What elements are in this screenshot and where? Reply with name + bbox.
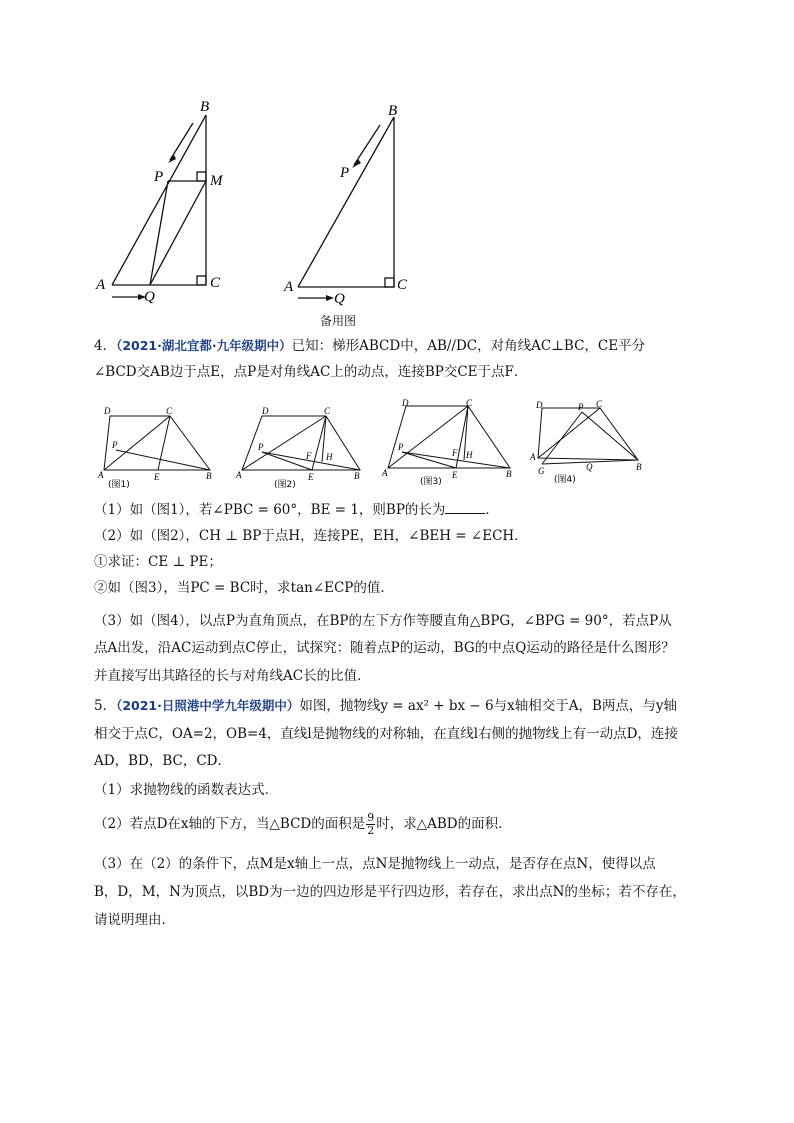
label-A: A: [284, 279, 294, 295]
q5-stem-text1: 如图，抛物线y = ax² + bx − 6与x轴相交于A，B两点，与y轴: [299, 698, 678, 714]
q4-figure-4: [528, 398, 648, 488]
q4-part1-text: （1）如（图1），若∠PBC = 60°，BE = 1，则BP的长为: [94, 502, 446, 518]
fig-caption-1: (图1): [108, 480, 130, 489]
svg-text:A: A: [530, 452, 536, 462]
q5-part2-after: 时，求△ABD的面积．: [376, 816, 512, 832]
label-Q: Q: [144, 289, 155, 305]
svg-text:P: P: [398, 442, 404, 452]
label-P: P: [154, 169, 164, 185]
svg-text:D: D: [536, 400, 543, 410]
answer-blank[interactable]: [445, 501, 485, 514]
svg-text:D: D: [262, 406, 269, 416]
svg-text:C: C: [596, 399, 603, 409]
q4-part2-a: ①求证：CE ⊥ PE；: [94, 554, 222, 570]
q4-part2: （2）如（图2），CH ⊥ BP于点H，连接PE，EH，∠BEH = ∠ECH．: [94, 528, 528, 544]
svg-text:A: A: [382, 468, 388, 478]
svg-text:E: E: [308, 472, 314, 482]
figure-right-triangle: [280, 95, 430, 310]
svg-text:E: E: [452, 470, 458, 480]
fig-caption-3: (图3): [420, 477, 442, 487]
label-A: A: [96, 277, 106, 293]
q4-part1-end: ．: [485, 502, 499, 518]
figure-left-triangle: [90, 95, 240, 310]
label-P: P: [340, 165, 350, 181]
q4-part2-b: ②如（图3），当PC = BC时，求tan∠ECP的值．: [94, 580, 394, 596]
label-Q: Q: [334, 291, 345, 307]
figure-caption: 备用图: [320, 314, 357, 328]
q4-figure-3: [380, 398, 515, 488]
svg-text:E: E: [154, 472, 160, 482]
svg-text:H: H: [326, 452, 333, 462]
q4-part3-line3: 并直接写出其路径的长与对角线AC长的比值．: [94, 668, 371, 684]
q4-stem-line2: ∠BCD交AB边于点E，点P是对角线AC上的动点，连接BP交CE于点F．: [94, 364, 528, 380]
svg-text:B: B: [354, 471, 360, 481]
svg-text:D: D: [402, 398, 409, 408]
frac-den: 2: [367, 824, 375, 837]
q4-stem-text1: 已知：梯形ABCD中，AB//DC，对角线AC⊥BC，CE平分: [291, 338, 646, 354]
q5-stem-line3: AD，BD，BC，CD．: [94, 753, 231, 769]
q5-part3-line3: 请说明理由．: [94, 912, 175, 928]
q4-figure-2: [234, 404, 364, 489]
svg-text:P: P: [112, 440, 118, 450]
svg-text:A: A: [236, 470, 242, 480]
svg-text:C: C: [166, 406, 173, 416]
svg-text:P: P: [258, 442, 264, 452]
frac-num: 9: [367, 811, 375, 824]
svg-text:F: F: [306, 451, 312, 461]
q5-part2-before: （2）若点D在x轴的下方，当△BCD的面积是: [94, 816, 366, 832]
label-C: C: [397, 277, 408, 293]
q5-source: （2021·日照港中学九年级期中）: [116, 698, 300, 713]
svg-text:P: P: [578, 402, 584, 412]
svg-text:B: B: [206, 471, 212, 481]
svg-text:Q: Q: [586, 462, 593, 472]
label-M: M: [210, 173, 223, 189]
label-B: B: [200, 99, 210, 115]
q4-part1: [94, 501, 499, 519]
fig-caption-2: (图2): [274, 480, 296, 489]
fig-caption-4: (图4): [554, 475, 576, 485]
q4-source: （2021·湖北宜都·九年级期中）: [116, 338, 292, 353]
svg-text:B: B: [506, 469, 512, 479]
svg-text:H: H: [466, 450, 473, 460]
svg-text:D: D: [104, 406, 111, 416]
q5-part1: （1）求抛物线的函数表达式．: [94, 782, 279, 798]
q4-figure-1: [96, 404, 216, 489]
q4-stem-line1: [94, 337, 645, 355]
q5-part3-line2: B，D，M，N为顶点，以BD为一边的四边形是平行四边形，若存在，求出点N的坐标；若不存在，: [94, 884, 686, 900]
q5-stem-line2: 相交于点C，OA=2，OB=4，直线l是抛物线的对称轴，在直线l右侧的抛物线上有一动点D，连接: [94, 726, 678, 742]
arrow-head-icon: [326, 295, 334, 301]
label-B: B: [388, 103, 398, 119]
label-C: C: [210, 275, 221, 291]
q5-number: 5．: [94, 698, 117, 714]
svg-text:G: G: [538, 466, 545, 476]
svg-text:F: F: [452, 448, 458, 458]
svg-text:C: C: [466, 398, 473, 408]
q4-part3-line2: 点A出发，沿AC运动到点C停止，试探究：随着点P的运动，BG的中点Q运动的路径是什么图形？: [94, 640, 675, 656]
q5-part3-line1: （3）在（2）的条件下，点M是x轴上一点，点N是抛物线上一动点，是否存在点N，使得以点: [94, 856, 656, 872]
svg-text:A: A: [98, 470, 104, 480]
q4-part3-line1: （3）如（图4），以点P为直角顶点，在BP的左下方作等腰直角△BPG，∠BPG = 90°，若点P从: [94, 613, 672, 629]
svg-text:B: B: [636, 462, 642, 472]
q5-part2: [94, 812, 512, 837]
fraction-nine-halves: [366, 812, 375, 837]
svg-text:C: C: [324, 406, 331, 416]
q5-stem-line1: [94, 697, 677, 715]
q4-number: 4．: [94, 338, 117, 354]
